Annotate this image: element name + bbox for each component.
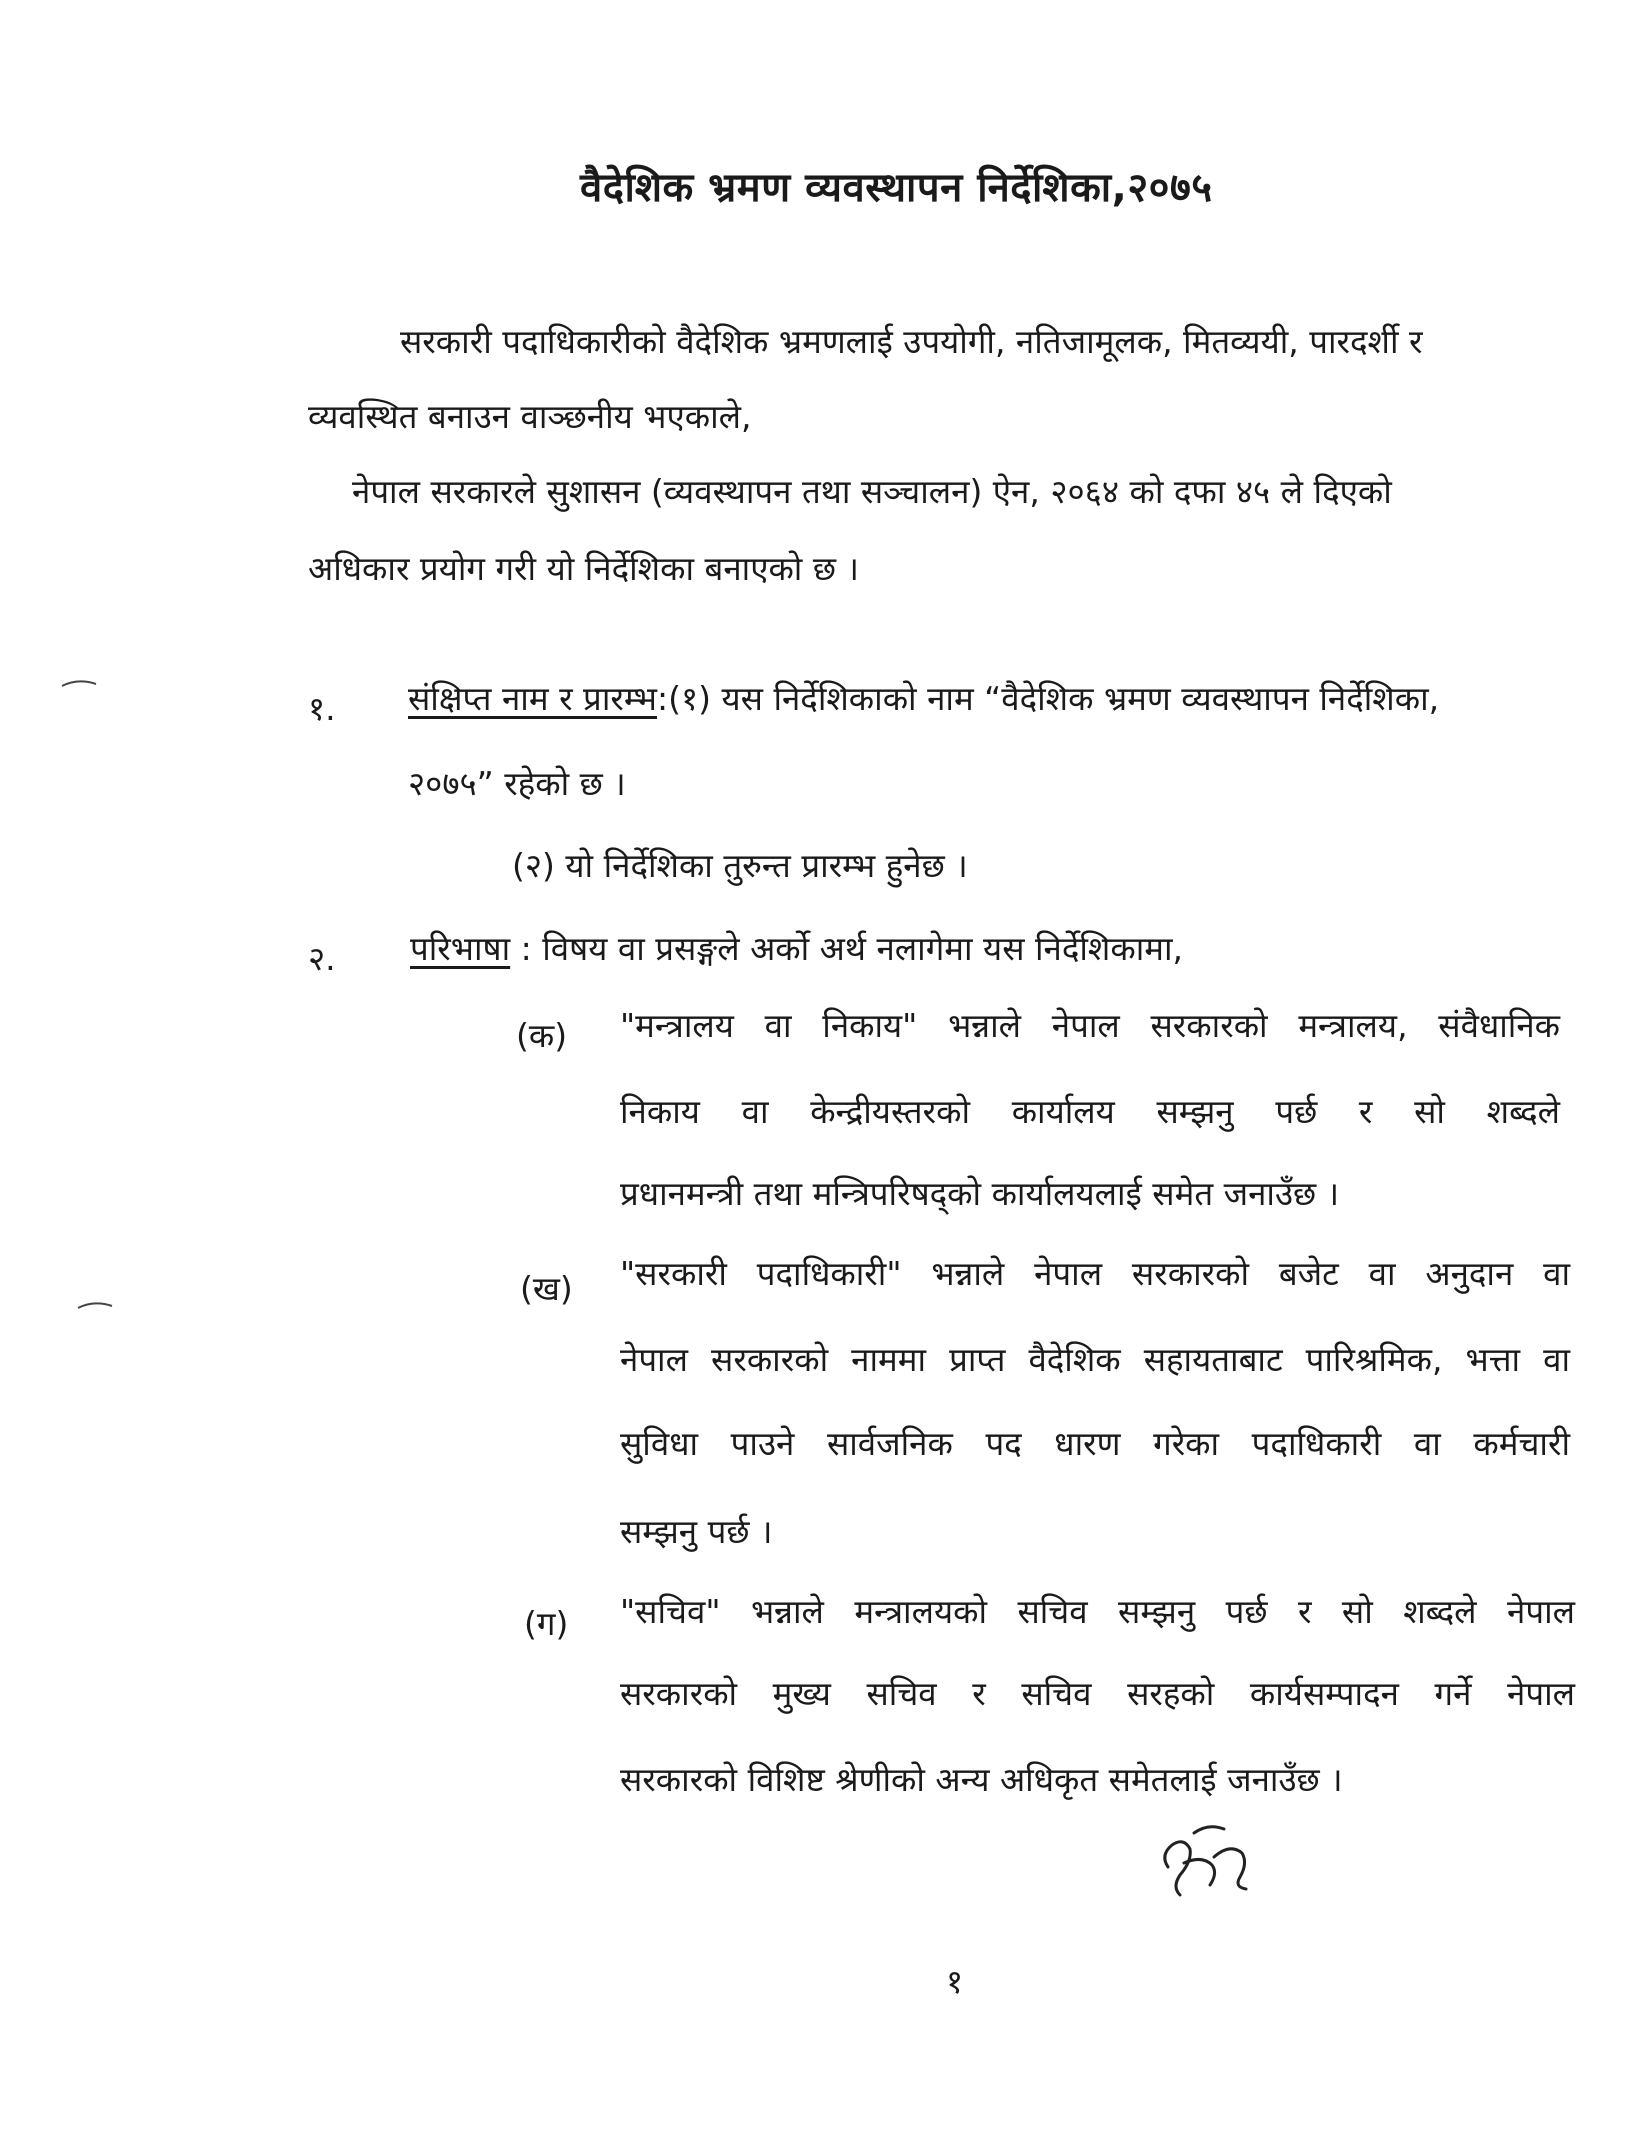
clause-line: "सरकारी पदाधिकारी" भन्नाले नेपाल सरकारको बजेट वा अनुदान वा <box>620 1254 1570 1293</box>
clause-line: नेपाल सरकारको नाममा प्राप्त वैदेशिक सहायताबाट पारिश्रमिक, भत्ता वा <box>620 1340 1570 1379</box>
signature-initials <box>1150 1815 1270 1905</box>
clause-line: प्रधानमन्त्री तथा मन्त्रिपरिषद्को कार्यालयलाई समेत जनाउँछ । <box>620 1174 1340 1213</box>
clause-label: (क) <box>516 1016 568 1055</box>
clause-line: सरकारको विशिष्ट श्रेणीको अन्य अधिकृत समेतलाई जनाउँछ । <box>620 1760 1343 1799</box>
section-number: २. <box>308 939 336 978</box>
clause-line: "सचिव" भन्नाले मन्त्रालयको सचिव सम्झनु पर्छ र सो शब्दले नेपाल <box>620 1592 1575 1631</box>
section2-line <box>410 925 1183 970</box>
section-number: १. <box>308 689 336 728</box>
preamble-line: व्यवस्थित बनाउन वाञ्छनीय भएकाले, <box>308 397 752 436</box>
clause-label: (ग) <box>524 1604 569 1643</box>
clause-line: "मन्त्रालय वा निकाय" भन्नाले नेपाल सरकारको मन्त्रालय, संवैधानिक <box>620 1006 1560 1045</box>
preamble-line: सरकारी पदाधिकारीको वैदेशिक भ्रमणलाई उपयोगी, नतिजामूलक, मितव्ययी, पारदर्शी र <box>400 322 1423 361</box>
page-number: १ <box>946 1962 964 2001</box>
preamble-line: नेपाल सरकारले सुशासन (व्यवस्थापन तथा सञ्चालन) ऐन, २०६४ को दफा ४५ ले दिएको <box>352 472 1392 511</box>
section1-subclause-1: :(१) यस निर्देशिकाको नाम “वैदेशिक भ्रमण व्यवस्थापन निर्देशिका, <box>656 679 1440 718</box>
scan-mark <box>76 1298 116 1318</box>
section1-line: २०७५” रहेको छ । <box>408 764 626 803</box>
clause-line: सुविधा पाउने सार्वजनिक पद धारण गरेका पदाधिकारी वा कर्मचारी <box>620 1424 1570 1463</box>
clause-line: सरकारको मुख्य सचिव र सचिव सरहको कार्यसम्पादन गर्ने नेपाल <box>620 1674 1575 1713</box>
section-heading: संक्षिप्त नाम र प्रारम्भ <box>408 679 657 718</box>
preamble-line: अधिकार प्रयोग गरी यो निर्देशिका बनाएको छ । <box>308 549 859 588</box>
clause-line: सम्झनु पर्छ । <box>620 1512 773 1551</box>
section1-line <box>408 675 1439 720</box>
section-heading: परिभाषा <box>410 929 511 968</box>
section1-subclause-2: (२) यो निर्देशिका तुरुन्त प्रारम्भ हुनेछ । <box>512 846 968 885</box>
scan-mark <box>60 676 100 696</box>
document-title: वैदेशिक भ्रमण व्यवस्थापन निर्देशिका,२०७५ <box>580 165 1213 211</box>
clause-label: (ख) <box>520 1269 573 1308</box>
section2-intro: : विषय वा प्रसङ्गले अर्को अर्थ नलागेमा यस निर्देशिकामा, <box>520 929 1184 968</box>
clause-line: निकाय वा केन्द्रीयस्तरको कार्यालय सम्झनु पर्छ र सो शब्दले <box>620 1092 1560 1131</box>
